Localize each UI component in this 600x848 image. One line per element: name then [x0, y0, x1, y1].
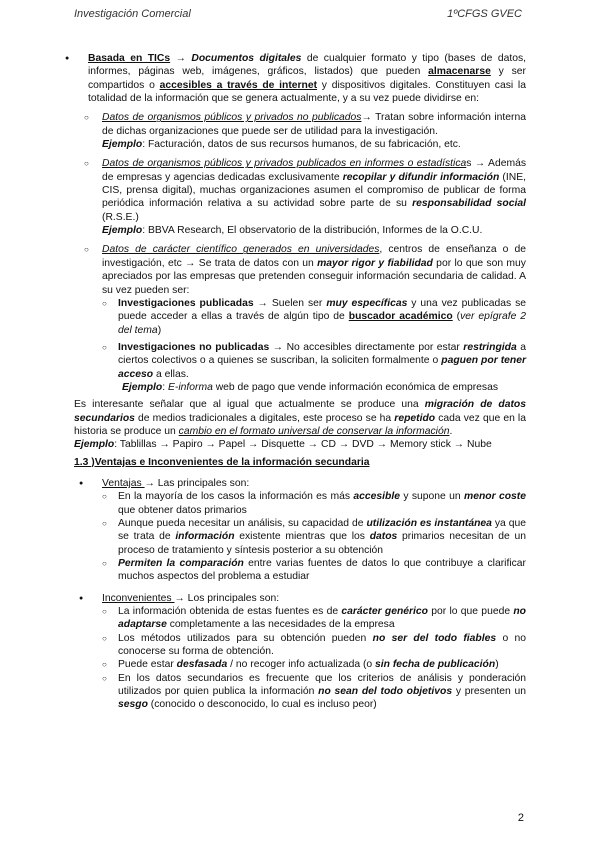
example-e-informa: Ejemplo: E-informa web de pago que vende información económica de empresas — [122, 381, 499, 393]
bullet-basada-en-tics: ● Basada en TICs → Documentos digitales de cualquier formato y tipo (bases de datos, informes, páginas web, imágenes, gráficos, listados) que pueden almacenarse y ser compartidos o accesibles a través de internet y dispositivos digitales. Constituyen casi la totalidad de la información que se genera actualmente, y a su vez puede dividirse en: — [74, 52, 526, 105]
header-subject: Investigación Comercial — [74, 8, 191, 20]
ventaja-item: ○ Aunque pueda necesitar un análisis, su capacidad de utilización es instantánea ya que se trata de información existente mientras que los datos primarios necesitan de un proceso de tratamiento y síntesis posterior a su obtención — [104, 517, 526, 557]
subbullet-publicados: ○ Datos de organismos públicos y privados publicados en informes o estadísticas → Además de empresas y agencias dedicadas exclusivamente recopilar y difundir información (INE, CIS, prensa digital), muchas organizaciones asumen el compromiso de publicar de forma periódica información relativa a su actividad sobre parte de su responsabilidad social (R.S.E.) — [88, 157, 526, 224]
ventaja-item: ○ En la mayoría de los casos la información es más accesible y supone un menor coste que obtener datos primarios — [104, 490, 526, 517]
example-formatos: Ejemplo: Tablillas → Papiro → Papel → Disquette → CD → DVD → Memory stick → Nube — [74, 439, 492, 451]
inconveniente-item: ○ En los datos secundarios es frecuente que los criterios de análisis y ponderación utilizados por quien publica la información no sean del todo objetivos y presenten un sesgo (conocido o desconocido, lo cual es incluso peor) — [104, 672, 526, 712]
inconveniente-item: ○ Los métodos utilizados para su obtención pueden no ser del todo fiables o no conocerse su forma de obtención. — [104, 632, 526, 659]
inconveniente-item: ○ La información obtenida de estas fuentes es de carácter genérico por lo que puede no adaptarse completamente a las necesidades de la empresa — [104, 605, 526, 632]
inconveniente-item: ○ Puede estar desfasada / no recoger info actualizada (o sin fecha de publicación) — [104, 658, 526, 671]
bullet-ventajas: ● Ventajas → Las principales son: — [88, 477, 526, 490]
example-no-publicados: Ejemplo: Facturación, datos de sus recursos humanos, de su fabricación, etc. — [102, 139, 461, 151]
ventaja-item: ○ Permiten la comparación entre varias fuentes de datos lo que contribuye a clarificar muchos aspectos del problema a estudiar — [104, 557, 526, 584]
example-publicados: Ejemplo: BBVA Research, El observatorio de la distribución, Informes de la O.C.U. — [102, 225, 483, 237]
subsubbullet-no-publicadas: ○ Investigaciones no publicadas → No accesibles directamente por estar restringida a ciertos colectivos o a quienes se suscriban, la soliciten formalmente o paguen por tener acceso a ellas. — [104, 341, 526, 381]
subsubbullet-publicadas: ○ Investigaciones publicadas → Suelen ser muy específicas y una vez publicadas se puede acceder a ellas a través de algún tipo de buscador académico (ver epígrafe 2 del tema) — [104, 297, 526, 337]
subbullet-no-publicados: ○ Datos de organismos públicos y privados no publicados→ Tratan sobre información interna de dichas organizaciones que puede ser de utilidad para la investigación. — [88, 111, 526, 138]
document-body — [74, 52, 526, 712]
header-course: 1ºCFGS GVEC — [447, 8, 522, 20]
bullet-inconvenientes: ● Inconvenientes → Los principales son: — [88, 592, 526, 605]
subbullet-cientificos: ○ Datos de carácter científico generados en universidades, centros de enseñanza o de investigación, etc → Se trata de datos con un mayor rigor y fiabilidad por lo que son muy apreciados por las empresas que pretenden conseguir información secundaria de calidad. A su vez pueden ser: — [88, 243, 526, 296]
page-number: 2 — [517, 812, 524, 824]
section-heading: 1.3 )Ventajas e Inconvenientes de la información secundaria — [74, 456, 370, 468]
paragraph-migracion: Es interesante señalar que al igual que actualmente se produce una migración de datos secundarios de medios tradicionales a digitales, este proceso se ha repetido cada vez que en la historia se produce un cambio en el formato universal de conservar la información. — [74, 399, 526, 437]
